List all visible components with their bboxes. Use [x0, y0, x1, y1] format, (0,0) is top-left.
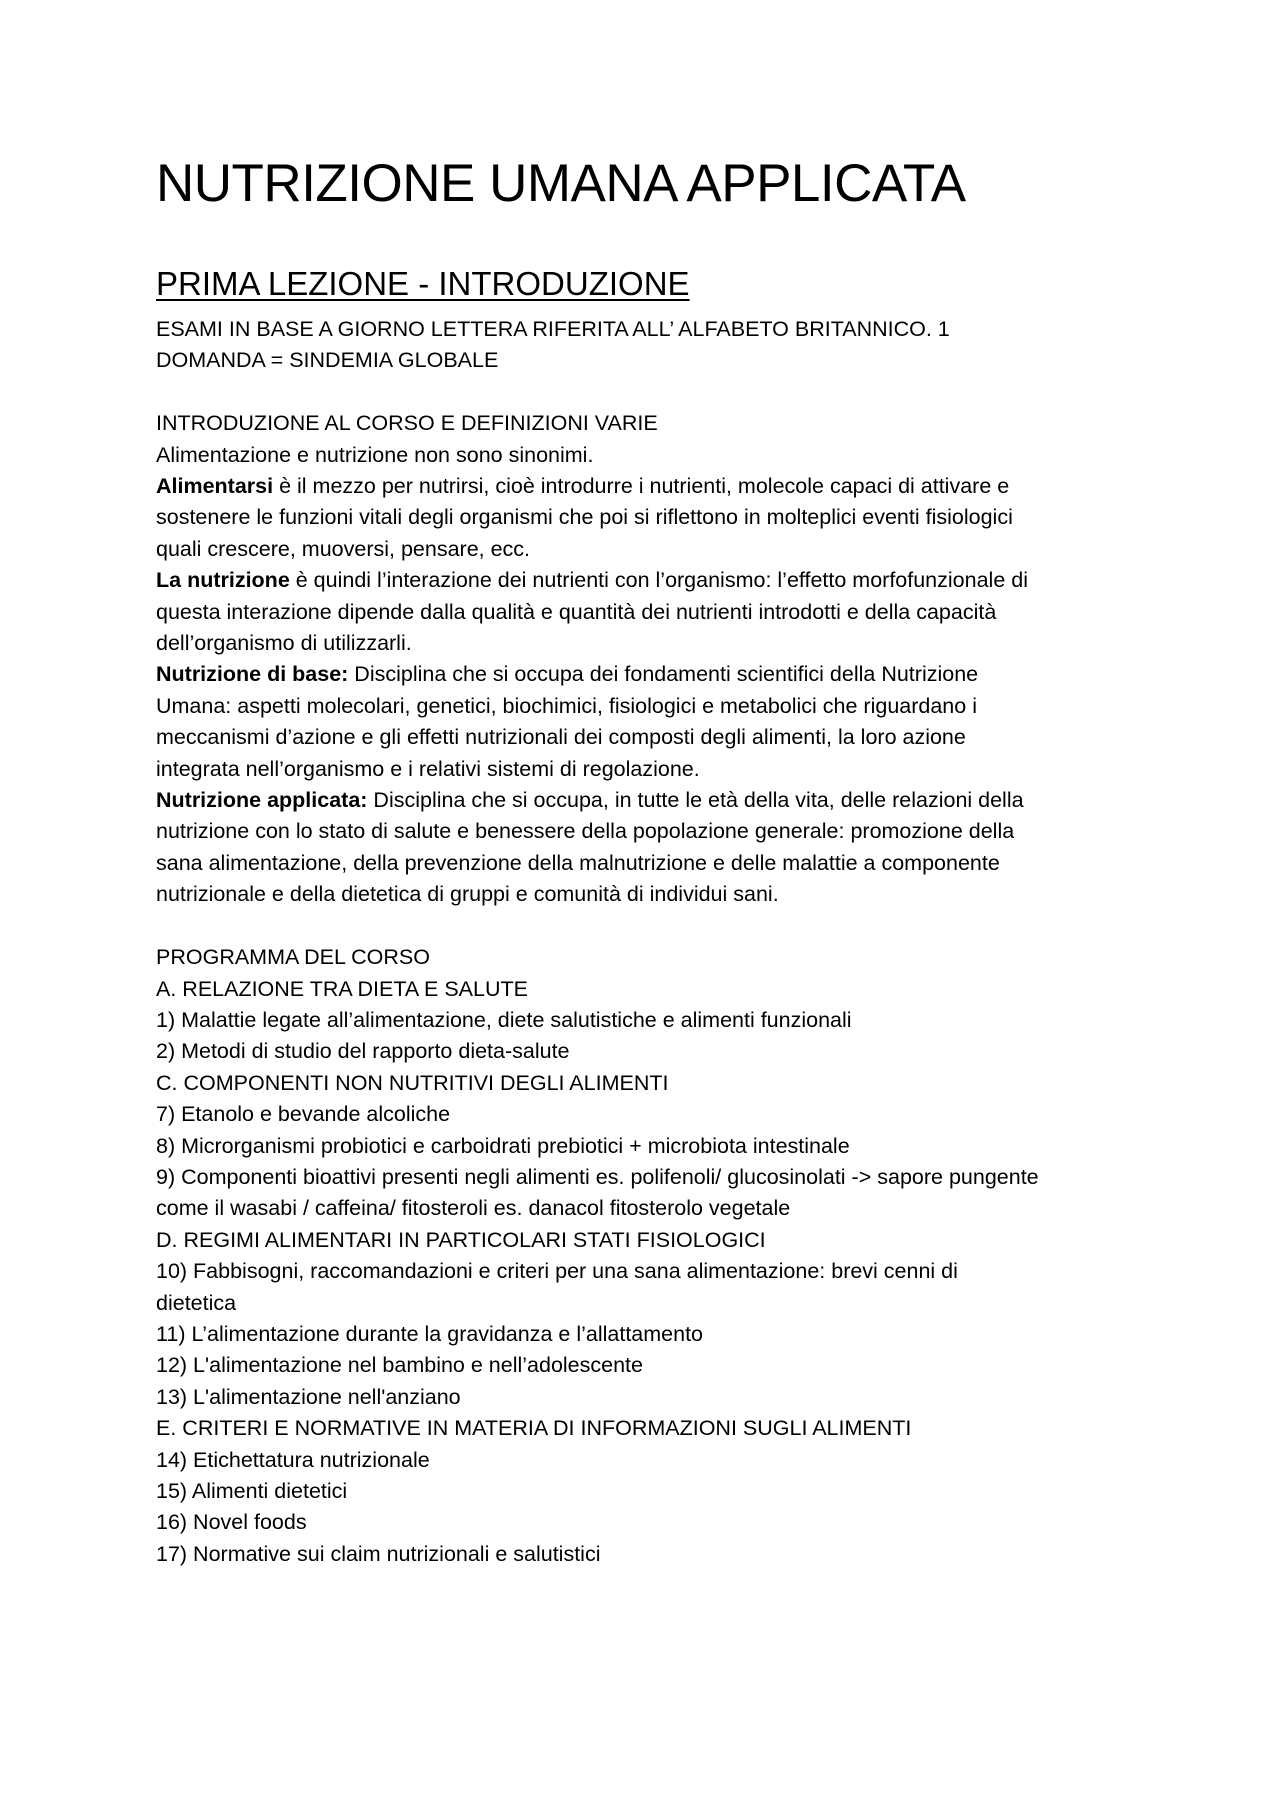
- text-line: [156, 1131, 1156, 1162]
- text-line: [156, 1382, 1156, 1413]
- line-text: 2) Metodi di studio del rapporto dieta-salute: [156, 1039, 570, 1064]
- text-line: [156, 785, 1156, 816]
- text-line: [156, 722, 1156, 753]
- line-text: 9) Componenti bioattivi presenti negli alimenti es. polifenoli/ glucosinolati -> sapore pungente: [156, 1164, 1039, 1189]
- text-line: [156, 440, 1156, 471]
- line-text: 15) Alimenti dietetici: [156, 1479, 348, 1503]
- line-text: 11) L’alimentazione durante la gravidanza e l’allattamento: [156, 1321, 704, 1346]
- line-text: Umana: aspetti molecolari, genetici, biochimici, fisiologici e metabolici che riguardano i: [156, 693, 977, 718]
- text-line: [156, 1539, 1156, 1570]
- text-line: [156, 408, 1156, 439]
- line-text: sostenere le funzioni vitali degli organismi che poi si riflettono in molteplici eventi fisiologici: [156, 505, 1013, 530]
- line-text: nutrizionale e della dietetica di gruppi e comunità di individui sani.: [156, 882, 779, 907]
- line-text: questa interazione dipende dalla qualità e quantità dei nutrienti introdotti e della capacità: [156, 599, 997, 624]
- text-line: [156, 345, 1156, 376]
- bold-term: La nutrizione: [156, 568, 290, 593]
- line-text: è il mezzo per nutrirsi, cioè introdurre i nutrienti, molecole capaci di attivare e: [273, 474, 1010, 499]
- text-line: [156, 754, 1156, 785]
- text-line: [156, 1036, 1156, 1067]
- text-line: [156, 879, 1156, 910]
- line-text: Alimentazione e nutrizione non sono sinonimi.: [156, 442, 594, 467]
- line-text: ESAMI IN BASE A GIORNO LETTERA RIFERITA ALL’ ALFABETO BRITANNICO. 1: [156, 317, 950, 341]
- bold-term: Nutrizione di base:: [156, 662, 349, 687]
- text-line: [156, 1162, 1156, 1193]
- line-text: C. COMPONENTI NON NUTRITIVI DEGLI ALIMENTI: [156, 1070, 669, 1095]
- line-text: dietetica: [156, 1290, 237, 1315]
- text-line: [156, 1445, 1156, 1476]
- text-line: [156, 1068, 1156, 1099]
- text-line: [156, 502, 1156, 533]
- line-text: nutrizione con lo stato di salute e benessere della popolazione generale: promozione della: [156, 819, 1015, 844]
- line-text: 12) L'alimentazione nel bambino e nell’adolescente: [156, 1353, 643, 1378]
- line-text: dell’organismo di utilizzarli.: [156, 631, 412, 656]
- document-body: [156, 314, 1156, 1570]
- text-line: [156, 1350, 1156, 1381]
- line-text: 10) Fabbisogni, raccomandazioni e criteri per una sana alimentazione: brevi cenni di: [156, 1259, 958, 1284]
- line-text: PROGRAMMA DEL CORSO: [156, 945, 430, 970]
- text-line: [156, 1225, 1156, 1256]
- document-page: [156, 152, 1156, 1570]
- line-text: sana alimentazione, della prevenzione della malnutrizione e delle malattie a componente: [156, 850, 1000, 875]
- text-line: [156, 974, 1156, 1005]
- line-text: DOMANDA = SINDEMIA GLOBALE: [156, 348, 499, 373]
- bold-term: Nutrizione applicata:: [156, 788, 368, 813]
- line-text: quali crescere, muoversi, pensare, ecc.: [156, 536, 531, 561]
- line-text: Disciplina che si occupa dei fondamenti scientifici della Nutrizione: [348, 662, 979, 687]
- text-line: [156, 628, 1156, 659]
- line-text: D. REGIMI ALIMENTARI IN PARTICOLARI STATI FISIOLOGICI: [156, 1227, 766, 1252]
- line-text: come il wasabi / caffeina/ fitosteroli es. danacol fitosterolo vegetale: [156, 1196, 791, 1221]
- text-line: [156, 691, 1156, 722]
- text-line: [156, 816, 1156, 847]
- line-text: 7) Etanolo e bevande alcoliche: [156, 1102, 451, 1127]
- line-text: 8) Microrganismi probiotici e carboidrati prebiotici + microbiota intestinale: [156, 1133, 850, 1158]
- line-text: 13) L'alimentazione nell'anziano: [156, 1384, 461, 1409]
- line-text: E. CRITERI E NORMATIVE IN MATERIA DI INFORMAZIONI SUGLI ALIMENTI: [156, 1416, 912, 1441]
- text-line: [156, 597, 1156, 628]
- text-line: [156, 471, 1156, 502]
- text-line: [156, 1005, 1156, 1036]
- text-line: [156, 942, 1156, 973]
- text-line: [156, 1099, 1156, 1130]
- line-text: 1) Malattie legate all’alimentazione, diete salutistiche e alimenti funzionali: [156, 1007, 852, 1032]
- text-line: [156, 534, 1156, 565]
- text-line: [156, 1193, 1156, 1224]
- text-line: [156, 1319, 1156, 1350]
- line-text: è quindi l’interazione dei nutrienti con l’organismo: l’effetto morfofunzionale di: [289, 568, 1028, 593]
- text-line: [156, 1256, 1156, 1287]
- line-text: 14) Etichettatura nutrizionale: [156, 1447, 430, 1472]
- text-line: [156, 1288, 1156, 1319]
- line-text: Disciplina che si occupa, in tutte le età della vita, delle relazioni della: [367, 788, 1024, 813]
- text-line: [156, 565, 1156, 596]
- line-text: integrata nell’organismo e i relativi sistemi di regolazione.: [156, 756, 700, 781]
- bold-term: Alimentarsi: [156, 474, 274, 499]
- line-text: meccanismi d’azione e gli effetti nutrizionali dei composti degli alimenti, la loro azione: [156, 725, 966, 750]
- text-line: [156, 314, 1156, 345]
- line-text: 17) Normative sui claim nutrizionali e salutistici: [156, 1541, 601, 1566]
- text-line: [156, 1413, 1156, 1444]
- blank-line: [156, 377, 1156, 408]
- text-line: [156, 1507, 1156, 1538]
- text-line: [156, 1476, 1156, 1507]
- line-text: INTRODUZIONE AL CORSO E DEFINIZIONI VARIE: [156, 411, 658, 436]
- line-text: A. RELAZIONE TRA DIETA E SALUTE: [156, 976, 528, 1001]
- line-text: 16) Novel foods: [156, 1510, 307, 1535]
- text-line: [156, 659, 1156, 690]
- document-title: NUTRIZIONE UMANA APPLICATA: [156, 154, 966, 213]
- text-line: [156, 848, 1156, 879]
- blank-line: [156, 911, 1156, 942]
- lesson-heading: PRIMA LEZIONE - INTRODUZIONE: [156, 265, 690, 302]
